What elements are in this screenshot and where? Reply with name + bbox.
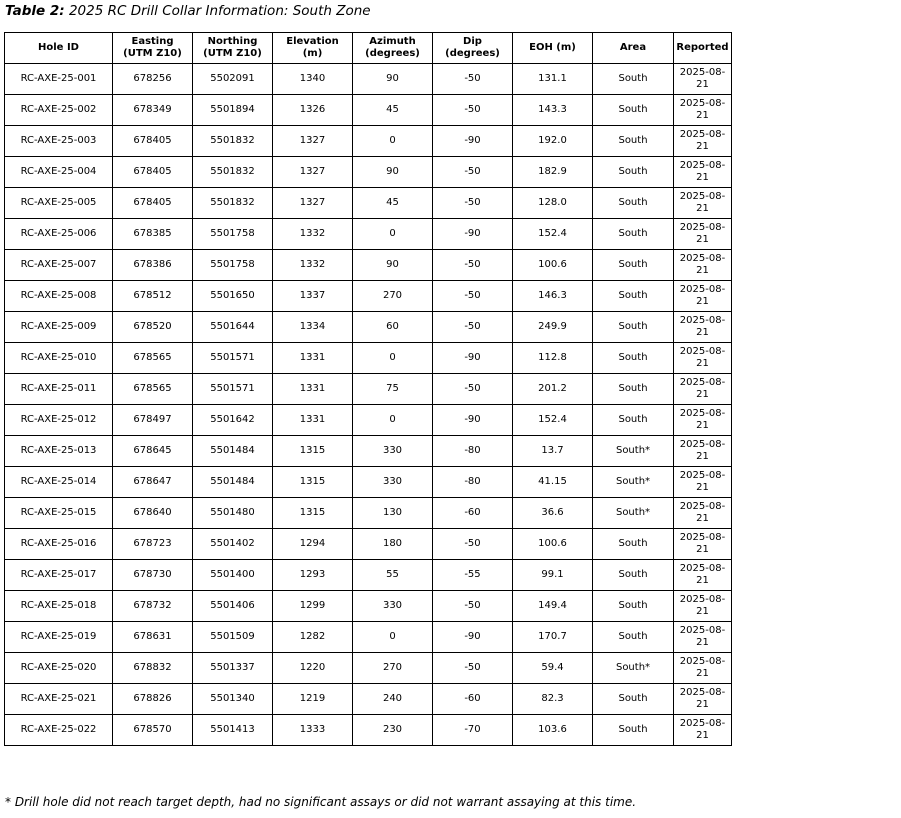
cell-eoh: 170.7 xyxy=(513,622,593,653)
cell-hole-id: RC-AXE-25-006 xyxy=(5,219,113,250)
cell-azimuth: 45 xyxy=(353,95,433,126)
cell-elevation: 1334 xyxy=(273,312,353,343)
table-row xyxy=(5,157,732,188)
cell-elevation: 1299 xyxy=(273,591,353,622)
cell-area: South xyxy=(593,715,674,746)
cell-easting: 678385 xyxy=(113,219,193,250)
cell-reported xyxy=(674,684,732,715)
cell-eoh: 13.7 xyxy=(513,436,593,467)
cell-azimuth: 330 xyxy=(353,436,433,467)
column-header-line: (m) xyxy=(302,48,323,59)
table-row xyxy=(5,653,732,684)
cell-eoh: 146.3 xyxy=(513,281,593,312)
cell-reported xyxy=(674,219,732,250)
cell-hole-id: RC-AXE-25-013 xyxy=(5,436,113,467)
cell-eoh: 192.0 xyxy=(513,126,593,157)
table-header-row xyxy=(5,33,732,64)
cell-dip: -90 xyxy=(433,343,513,374)
table-caption-label: Table 2: xyxy=(5,3,65,19)
reported-date-line: 2025-08- xyxy=(679,594,726,605)
reported-date-line: 21 xyxy=(696,513,709,524)
cell-easting: 678723 xyxy=(113,529,193,560)
cell-easting: 678570 xyxy=(113,715,193,746)
reported-date-line: 21 xyxy=(696,172,709,183)
column-header-line: Reported xyxy=(676,42,729,53)
column-header-line: (degrees) xyxy=(365,48,420,59)
cell-area: South xyxy=(593,560,674,591)
cell-dip: -50 xyxy=(433,250,513,281)
column-header-northing xyxy=(193,33,273,64)
cell-hole-id: RC-AXE-25-011 xyxy=(5,374,113,405)
cell-easting: 678565 xyxy=(113,374,193,405)
cell-reported xyxy=(674,343,732,374)
cell-elevation: 1315 xyxy=(273,467,353,498)
cell-azimuth: 90 xyxy=(353,157,433,188)
cell-elevation: 1294 xyxy=(273,529,353,560)
cell-elevation: 1337 xyxy=(273,281,353,312)
table-row xyxy=(5,529,732,560)
cell-northing: 5501894 xyxy=(193,95,273,126)
cell-eoh: 100.6 xyxy=(513,529,593,560)
reported-date-line: 21 xyxy=(696,141,709,152)
cell-hole-id: RC-AXE-25-008 xyxy=(5,281,113,312)
cell-azimuth: 0 xyxy=(353,405,433,436)
cell-azimuth: 90 xyxy=(353,64,433,95)
cell-easting: 678386 xyxy=(113,250,193,281)
cell-reported xyxy=(674,653,732,684)
column-header-line: (degrees) xyxy=(445,48,500,59)
table-row xyxy=(5,591,732,622)
reported-date-line: 21 xyxy=(696,203,709,214)
cell-easting: 678405 xyxy=(113,126,193,157)
cell-area: South xyxy=(593,250,674,281)
drill-collar-table xyxy=(4,32,732,746)
reported-date-line: 21 xyxy=(696,606,709,617)
cell-elevation: 1332 xyxy=(273,250,353,281)
reported-date-line: 21 xyxy=(696,730,709,741)
reported-date-line: 21 xyxy=(696,358,709,369)
reported-date-line: 2025-08- xyxy=(679,67,726,78)
table-caption xyxy=(5,3,371,19)
cell-eoh: 112.8 xyxy=(513,343,593,374)
cell-elevation: 1220 xyxy=(273,653,353,684)
cell-dip: -50 xyxy=(433,653,513,684)
column-header-line: (UTM Z10) xyxy=(123,48,182,59)
cell-hole-id: RC-AXE-25-017 xyxy=(5,560,113,591)
cell-easting: 678349 xyxy=(113,95,193,126)
cell-northing: 5501642 xyxy=(193,405,273,436)
column-header-line: Easting xyxy=(131,36,174,47)
table-footnote: * Drill hole did not reach target depth, had no significant assays or did not warrant assaying at this time. xyxy=(5,795,637,809)
cell-easting: 678512 xyxy=(113,281,193,312)
reported-date-line: 21 xyxy=(696,575,709,586)
cell-eoh: 152.4 xyxy=(513,219,593,250)
cell-area: South xyxy=(593,591,674,622)
cell-reported xyxy=(674,374,732,405)
reported-date-line: 21 xyxy=(696,482,709,493)
cell-elevation: 1315 xyxy=(273,498,353,529)
cell-elevation: 1331 xyxy=(273,343,353,374)
reported-date-line: 21 xyxy=(696,637,709,648)
cell-eoh: 182.9 xyxy=(513,157,593,188)
cell-reported xyxy=(674,188,732,219)
cell-hole-id: RC-AXE-25-007 xyxy=(5,250,113,281)
reported-date-line: 2025-08- xyxy=(679,532,726,543)
column-header-hole-id xyxy=(5,33,113,64)
reported-date-line: 2025-08- xyxy=(679,470,726,481)
table-row xyxy=(5,560,732,591)
cell-reported xyxy=(674,250,732,281)
reported-date-line: 21 xyxy=(696,451,709,462)
table-body xyxy=(5,64,732,746)
cell-eoh: 128.0 xyxy=(513,188,593,219)
cell-azimuth: 270 xyxy=(353,653,433,684)
reported-date-line: 2025-08- xyxy=(679,625,726,636)
table-row xyxy=(5,312,732,343)
cell-northing: 5501400 xyxy=(193,560,273,591)
table-row xyxy=(5,250,732,281)
cell-eoh: 143.3 xyxy=(513,95,593,126)
cell-hole-id: RC-AXE-25-019 xyxy=(5,622,113,653)
cell-elevation: 1282 xyxy=(273,622,353,653)
cell-northing: 5501571 xyxy=(193,374,273,405)
cell-easting: 678497 xyxy=(113,405,193,436)
cell-eoh: 152.4 xyxy=(513,405,593,436)
cell-elevation: 1219 xyxy=(273,684,353,715)
column-header-elevation xyxy=(273,33,353,64)
cell-elevation: 1340 xyxy=(273,64,353,95)
table-row xyxy=(5,467,732,498)
cell-elevation: 1326 xyxy=(273,95,353,126)
cell-area: South xyxy=(593,219,674,250)
reported-date-line: 2025-08- xyxy=(679,284,726,295)
cell-area: South* xyxy=(593,653,674,684)
cell-hole-id: RC-AXE-25-018 xyxy=(5,591,113,622)
cell-dip: -90 xyxy=(433,219,513,250)
table-row xyxy=(5,715,732,746)
cell-reported xyxy=(674,126,732,157)
cell-azimuth: 180 xyxy=(353,529,433,560)
cell-northing: 5501644 xyxy=(193,312,273,343)
cell-northing: 5501484 xyxy=(193,436,273,467)
cell-azimuth: 240 xyxy=(353,684,433,715)
cell-azimuth: 45 xyxy=(353,188,433,219)
cell-azimuth: 55 xyxy=(353,560,433,591)
cell-hole-id: RC-AXE-25-004 xyxy=(5,157,113,188)
cell-azimuth: 0 xyxy=(353,219,433,250)
cell-dip: -55 xyxy=(433,560,513,591)
cell-elevation: 1331 xyxy=(273,405,353,436)
cell-elevation: 1327 xyxy=(273,126,353,157)
cell-area: South xyxy=(593,343,674,374)
cell-easting: 678730 xyxy=(113,560,193,591)
reported-date-line: 21 xyxy=(696,327,709,338)
reported-date-line: 21 xyxy=(696,420,709,431)
column-header-line: Dip xyxy=(463,36,482,47)
cell-easting: 678826 xyxy=(113,684,193,715)
cell-reported xyxy=(674,529,732,560)
cell-area: South xyxy=(593,157,674,188)
cell-northing: 5501758 xyxy=(193,250,273,281)
cell-hole-id: RC-AXE-25-014 xyxy=(5,467,113,498)
cell-reported xyxy=(674,715,732,746)
table-row xyxy=(5,684,732,715)
cell-azimuth: 130 xyxy=(353,498,433,529)
reported-date-line: 21 xyxy=(696,110,709,121)
reported-date-line: 2025-08- xyxy=(679,687,726,698)
cell-dip: -90 xyxy=(433,405,513,436)
cell-reported xyxy=(674,64,732,95)
reported-date-line: 2025-08- xyxy=(679,253,726,264)
reported-date-line: 21 xyxy=(696,544,709,555)
cell-hole-id: RC-AXE-25-015 xyxy=(5,498,113,529)
reported-date-line: 21 xyxy=(696,389,709,400)
cell-dip: -80 xyxy=(433,467,513,498)
cell-dip: -50 xyxy=(433,374,513,405)
column-header-eoh xyxy=(513,33,593,64)
cell-azimuth: 330 xyxy=(353,467,433,498)
column-header-line: Area xyxy=(619,42,647,53)
cell-azimuth: 230 xyxy=(353,715,433,746)
cell-easting: 678631 xyxy=(113,622,193,653)
cell-hole-id: RC-AXE-25-012 xyxy=(5,405,113,436)
cell-hole-id: RC-AXE-25-016 xyxy=(5,529,113,560)
reported-date-line: 2025-08- xyxy=(679,656,726,667)
reported-date-line: 21 xyxy=(696,668,709,679)
reported-date-line: 2025-08- xyxy=(679,501,726,512)
cell-dip: -50 xyxy=(433,64,513,95)
cell-azimuth: 330 xyxy=(353,591,433,622)
cell-northing: 5501832 xyxy=(193,188,273,219)
cell-dip: -90 xyxy=(433,622,513,653)
cell-northing: 5501650 xyxy=(193,281,273,312)
cell-reported xyxy=(674,498,732,529)
table-row xyxy=(5,188,732,219)
cell-dip: -50 xyxy=(433,591,513,622)
cell-reported xyxy=(674,591,732,622)
cell-dip: -50 xyxy=(433,157,513,188)
cell-eoh: 103.6 xyxy=(513,715,593,746)
cell-azimuth: 75 xyxy=(353,374,433,405)
cell-northing: 5501337 xyxy=(193,653,273,684)
cell-eoh: 82.3 xyxy=(513,684,593,715)
cell-elevation: 1293 xyxy=(273,560,353,591)
cell-elevation: 1327 xyxy=(273,157,353,188)
cell-dip: -60 xyxy=(433,684,513,715)
cell-eoh: 201.2 xyxy=(513,374,593,405)
reported-date-line: 2025-08- xyxy=(679,408,726,419)
reported-date-line: 2025-08- xyxy=(679,222,726,233)
reported-date-line: 2025-08- xyxy=(679,439,726,450)
cell-eoh: 149.4 xyxy=(513,591,593,622)
table-caption-text: 2025 RC Drill Collar Information: South Zone xyxy=(68,3,371,19)
cell-azimuth: 270 xyxy=(353,281,433,312)
cell-hole-id: RC-AXE-25-003 xyxy=(5,126,113,157)
table-row xyxy=(5,436,732,467)
column-header-line: Hole ID xyxy=(38,42,79,53)
cell-easting: 678520 xyxy=(113,312,193,343)
cell-northing: 5501832 xyxy=(193,157,273,188)
cell-reported xyxy=(674,622,732,653)
cell-elevation: 1327 xyxy=(273,188,353,219)
reported-date-line: 21 xyxy=(696,699,709,710)
cell-dip: -70 xyxy=(433,715,513,746)
cell-dip: -50 xyxy=(433,188,513,219)
column-header-reported xyxy=(674,33,732,64)
cell-easting: 678405 xyxy=(113,188,193,219)
column-header-easting xyxy=(113,33,193,64)
reported-date-line: 21 xyxy=(696,234,709,245)
column-header-line: (UTM Z10) xyxy=(203,48,262,59)
reported-date-line: 2025-08- xyxy=(679,315,726,326)
column-header-azimuth xyxy=(353,33,433,64)
cell-eoh: 249.9 xyxy=(513,312,593,343)
cell-azimuth: 0 xyxy=(353,622,433,653)
reported-date-line: 2025-08- xyxy=(679,129,726,140)
table-row xyxy=(5,95,732,126)
reported-date-line: 21 xyxy=(696,79,709,90)
cell-eoh: 59.4 xyxy=(513,653,593,684)
cell-area: South xyxy=(593,188,674,219)
cell-hole-id: RC-AXE-25-010 xyxy=(5,343,113,374)
cell-northing: 5501402 xyxy=(193,529,273,560)
cell-azimuth: 60 xyxy=(353,312,433,343)
table-row xyxy=(5,343,732,374)
cell-azimuth: 0 xyxy=(353,126,433,157)
cell-dip: -50 xyxy=(433,312,513,343)
reported-date-line: 2025-08- xyxy=(679,563,726,574)
cell-easting: 678405 xyxy=(113,157,193,188)
table-row xyxy=(5,281,732,312)
cell-area: South xyxy=(593,684,674,715)
cell-area: South xyxy=(593,95,674,126)
cell-northing: 5501832 xyxy=(193,126,273,157)
column-header-dip xyxy=(433,33,513,64)
cell-northing: 5501509 xyxy=(193,622,273,653)
cell-northing: 5501484 xyxy=(193,467,273,498)
cell-northing: 5501413 xyxy=(193,715,273,746)
reported-date-line: 2025-08- xyxy=(679,346,726,357)
cell-easting: 678640 xyxy=(113,498,193,529)
cell-hole-id: RC-AXE-25-001 xyxy=(5,64,113,95)
cell-area: South* xyxy=(593,498,674,529)
cell-hole-id: RC-AXE-25-009 xyxy=(5,312,113,343)
cell-dip: -60 xyxy=(433,498,513,529)
cell-area: South* xyxy=(593,436,674,467)
cell-reported xyxy=(674,436,732,467)
cell-dip: -50 xyxy=(433,95,513,126)
cell-reported xyxy=(674,405,732,436)
cell-dip: -90 xyxy=(433,126,513,157)
cell-area: South xyxy=(593,529,674,560)
cell-eoh: 131.1 xyxy=(513,64,593,95)
cell-eoh: 41.15 xyxy=(513,467,593,498)
cell-hole-id: RC-AXE-25-020 xyxy=(5,653,113,684)
cell-northing: 5501571 xyxy=(193,343,273,374)
table-row xyxy=(5,374,732,405)
cell-reported xyxy=(674,157,732,188)
cell-azimuth: 90 xyxy=(353,250,433,281)
cell-area: South xyxy=(593,126,674,157)
column-header-line: Northing xyxy=(207,36,258,47)
cell-northing: 5501758 xyxy=(193,219,273,250)
table-row xyxy=(5,405,732,436)
cell-hole-id: RC-AXE-25-022 xyxy=(5,715,113,746)
cell-area: South* xyxy=(593,467,674,498)
reported-date-line: 21 xyxy=(696,296,709,307)
column-header-line: Elevation xyxy=(286,36,339,47)
table-row xyxy=(5,219,732,250)
reported-date-line: 21 xyxy=(696,265,709,276)
table-row xyxy=(5,64,732,95)
cell-dip: -50 xyxy=(433,281,513,312)
cell-reported xyxy=(674,312,732,343)
cell-area: South xyxy=(593,405,674,436)
column-header-line: Azimuth xyxy=(369,36,416,47)
cell-area: South xyxy=(593,281,674,312)
column-header-area xyxy=(593,33,674,64)
cell-easting: 678645 xyxy=(113,436,193,467)
cell-hole-id: RC-AXE-25-005 xyxy=(5,188,113,219)
cell-northing: 5501406 xyxy=(193,591,273,622)
cell-elevation: 1315 xyxy=(273,436,353,467)
table-row xyxy=(5,126,732,157)
cell-dip: -50 xyxy=(433,529,513,560)
reported-date-line: 2025-08- xyxy=(679,191,726,202)
cell-area: South xyxy=(593,622,674,653)
cell-eoh: 36.6 xyxy=(513,498,593,529)
cell-reported xyxy=(674,467,732,498)
column-header-line: EOH (m) xyxy=(529,42,576,53)
table-row xyxy=(5,498,732,529)
reported-date-line: 2025-08- xyxy=(679,98,726,109)
cell-area: South xyxy=(593,312,674,343)
cell-eoh: 100.6 xyxy=(513,250,593,281)
cell-easting: 678832 xyxy=(113,653,193,684)
cell-area: South xyxy=(593,374,674,405)
cell-dip: -80 xyxy=(433,436,513,467)
reported-date-line: 2025-08- xyxy=(679,377,726,388)
cell-easting: 678565 xyxy=(113,343,193,374)
cell-hole-id: RC-AXE-25-002 xyxy=(5,95,113,126)
cell-reported xyxy=(674,560,732,591)
cell-northing: 5502091 xyxy=(193,64,273,95)
cell-easting: 678256 xyxy=(113,64,193,95)
cell-elevation: 1331 xyxy=(273,374,353,405)
cell-reported xyxy=(674,281,732,312)
cell-easting: 678732 xyxy=(113,591,193,622)
cell-eoh: 99.1 xyxy=(513,560,593,591)
cell-area: South xyxy=(593,64,674,95)
cell-elevation: 1332 xyxy=(273,219,353,250)
cell-northing: 5501340 xyxy=(193,684,273,715)
cell-reported xyxy=(674,95,732,126)
reported-date-line: 2025-08- xyxy=(679,160,726,171)
cell-hole-id: RC-AXE-25-021 xyxy=(5,684,113,715)
table-row xyxy=(5,622,732,653)
cell-easting: 678647 xyxy=(113,467,193,498)
cell-northing: 5501480 xyxy=(193,498,273,529)
cell-elevation: 1333 xyxy=(273,715,353,746)
cell-azimuth: 0 xyxy=(353,343,433,374)
reported-date-line: 2025-08- xyxy=(679,718,726,729)
